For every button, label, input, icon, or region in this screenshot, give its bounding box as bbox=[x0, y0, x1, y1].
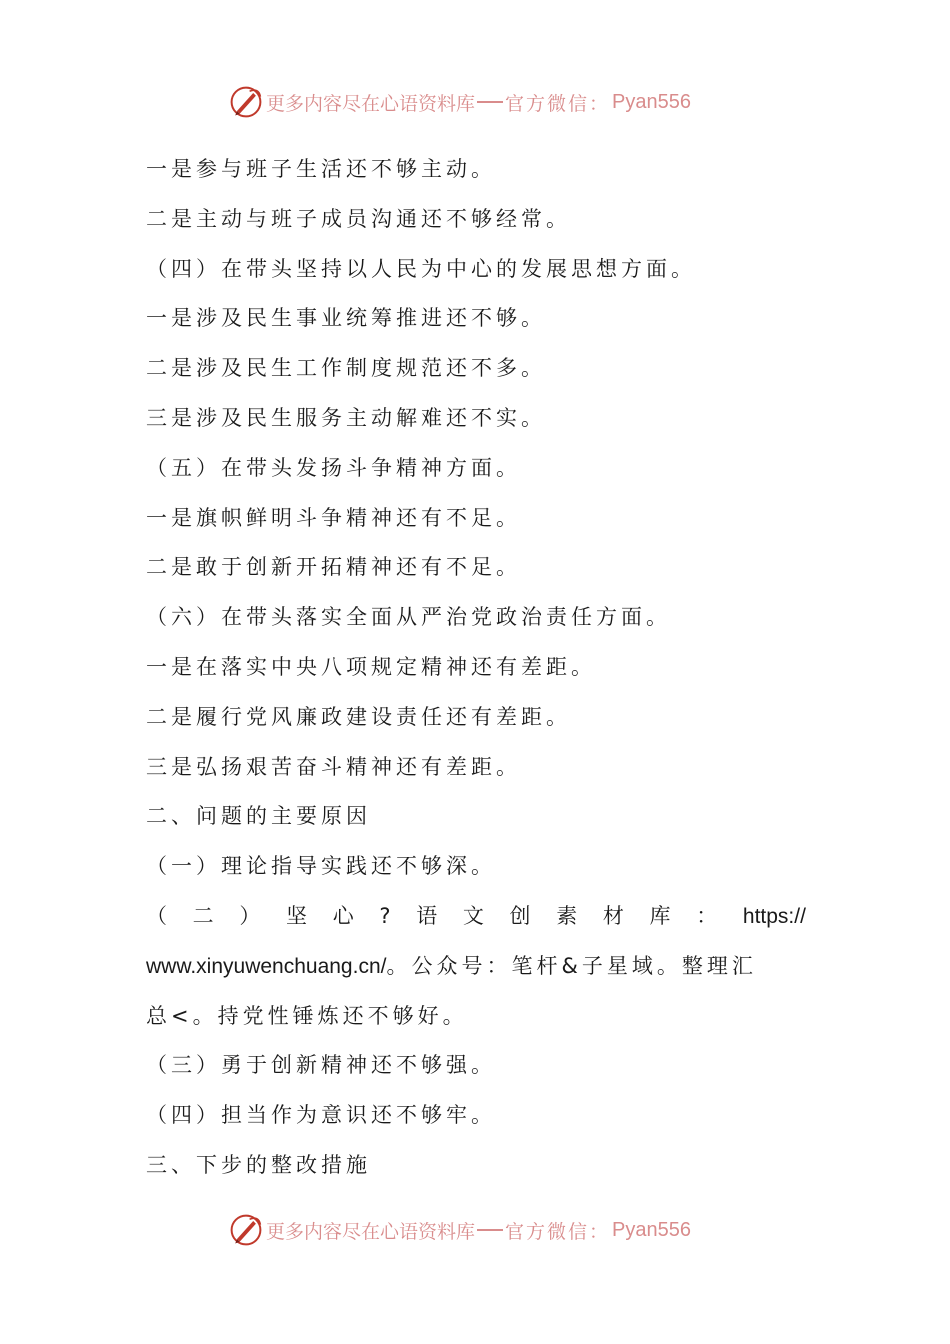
banner-wechat-label: 官方微信： bbox=[505, 92, 611, 115]
justified-line bbox=[146, 892, 806, 942]
char: 库 bbox=[649, 903, 671, 928]
char: 坚 bbox=[286, 903, 308, 928]
char: ） bbox=[239, 903, 261, 928]
char: 二 bbox=[192, 903, 214, 928]
banner-wechat-id: Pyan556 bbox=[612, 90, 691, 113]
char: 材 bbox=[602, 903, 624, 928]
banner-wechat-label: 官方微信： bbox=[505, 1220, 611, 1243]
section-heading: （三）勇于创新精神还不够强。 bbox=[146, 1053, 496, 1078]
text-line: 二是敢于创新开拓精神还有不足。 bbox=[146, 555, 521, 580]
text-line: 一是在落实中央八项规定精神还有差距。 bbox=[146, 654, 596, 679]
document-body bbox=[146, 145, 806, 1191]
section-heading: （四）在带头坚持以人民为中心的发展思想方面。 bbox=[146, 256, 696, 281]
banner-dash bbox=[477, 1229, 503, 1231]
text-line: 三是弘扬艰苦奋斗精神还有差距。 bbox=[146, 754, 521, 779]
chapter-heading: 二、问题的主要原因 bbox=[146, 804, 371, 829]
section-heading: （五）在带头发扬斗争精神方面。 bbox=[146, 455, 521, 480]
section-heading: （六）在带头落实全面从严治党政治责任方面。 bbox=[146, 605, 671, 630]
char: 素 bbox=[556, 903, 578, 928]
char: 心 bbox=[332, 903, 354, 928]
char: ： bbox=[696, 903, 718, 928]
chapter-heading: 三、下步的整改措施 bbox=[146, 1152, 371, 1177]
pen-logo-icon bbox=[228, 84, 264, 120]
text-line: 总<。持党性锤炼还不够好。 bbox=[146, 1003, 468, 1028]
text-line: 三是涉及民生服务主动解难还不实。 bbox=[146, 405, 546, 430]
text-line: 一是涉及民生事业统筹推进还不够。 bbox=[146, 306, 546, 331]
url-text: www.xinyuwenchuang.cn/ bbox=[146, 954, 387, 978]
text-line: 二是履行党风廉政建设责任还有差距。 bbox=[146, 704, 571, 729]
text-line: 二是涉及民生工作制度规范还不多。 bbox=[146, 356, 546, 381]
banner-dash bbox=[477, 101, 503, 103]
footer-banner bbox=[228, 1210, 691, 1250]
text-line bbox=[146, 942, 806, 992]
banner-text: 更多内容尽在心语资料库 bbox=[266, 1220, 476, 1243]
section-heading: （一）理论指导实践还不够深。 bbox=[146, 854, 496, 879]
char: 语 bbox=[416, 903, 438, 928]
section-heading: （四）担当作为意识还不够牢。 bbox=[146, 1103, 496, 1128]
text-line: 二是主动与班子成员沟通还不够经常。 bbox=[146, 206, 571, 231]
pen-logo-icon bbox=[228, 1212, 264, 1248]
text-fragment: 。公众号：笔杆&子星域。整理汇 bbox=[386, 953, 757, 978]
header-banner bbox=[228, 82, 691, 122]
char: ? bbox=[379, 903, 391, 928]
banner-wechat-id: Pyan556 bbox=[612, 1218, 691, 1241]
char: 创 bbox=[509, 903, 531, 928]
url-fragment: https:// bbox=[742, 904, 806, 928]
banner-text: 更多内容尽在心语资料库 bbox=[266, 92, 476, 115]
char: 文 bbox=[462, 903, 484, 928]
text-line: 一是参与班子生活还不够主动。 bbox=[146, 157, 496, 181]
text-line: 一是旗帜鲜明斗争精神还有不足。 bbox=[146, 505, 521, 530]
char: （ bbox=[146, 903, 167, 928]
